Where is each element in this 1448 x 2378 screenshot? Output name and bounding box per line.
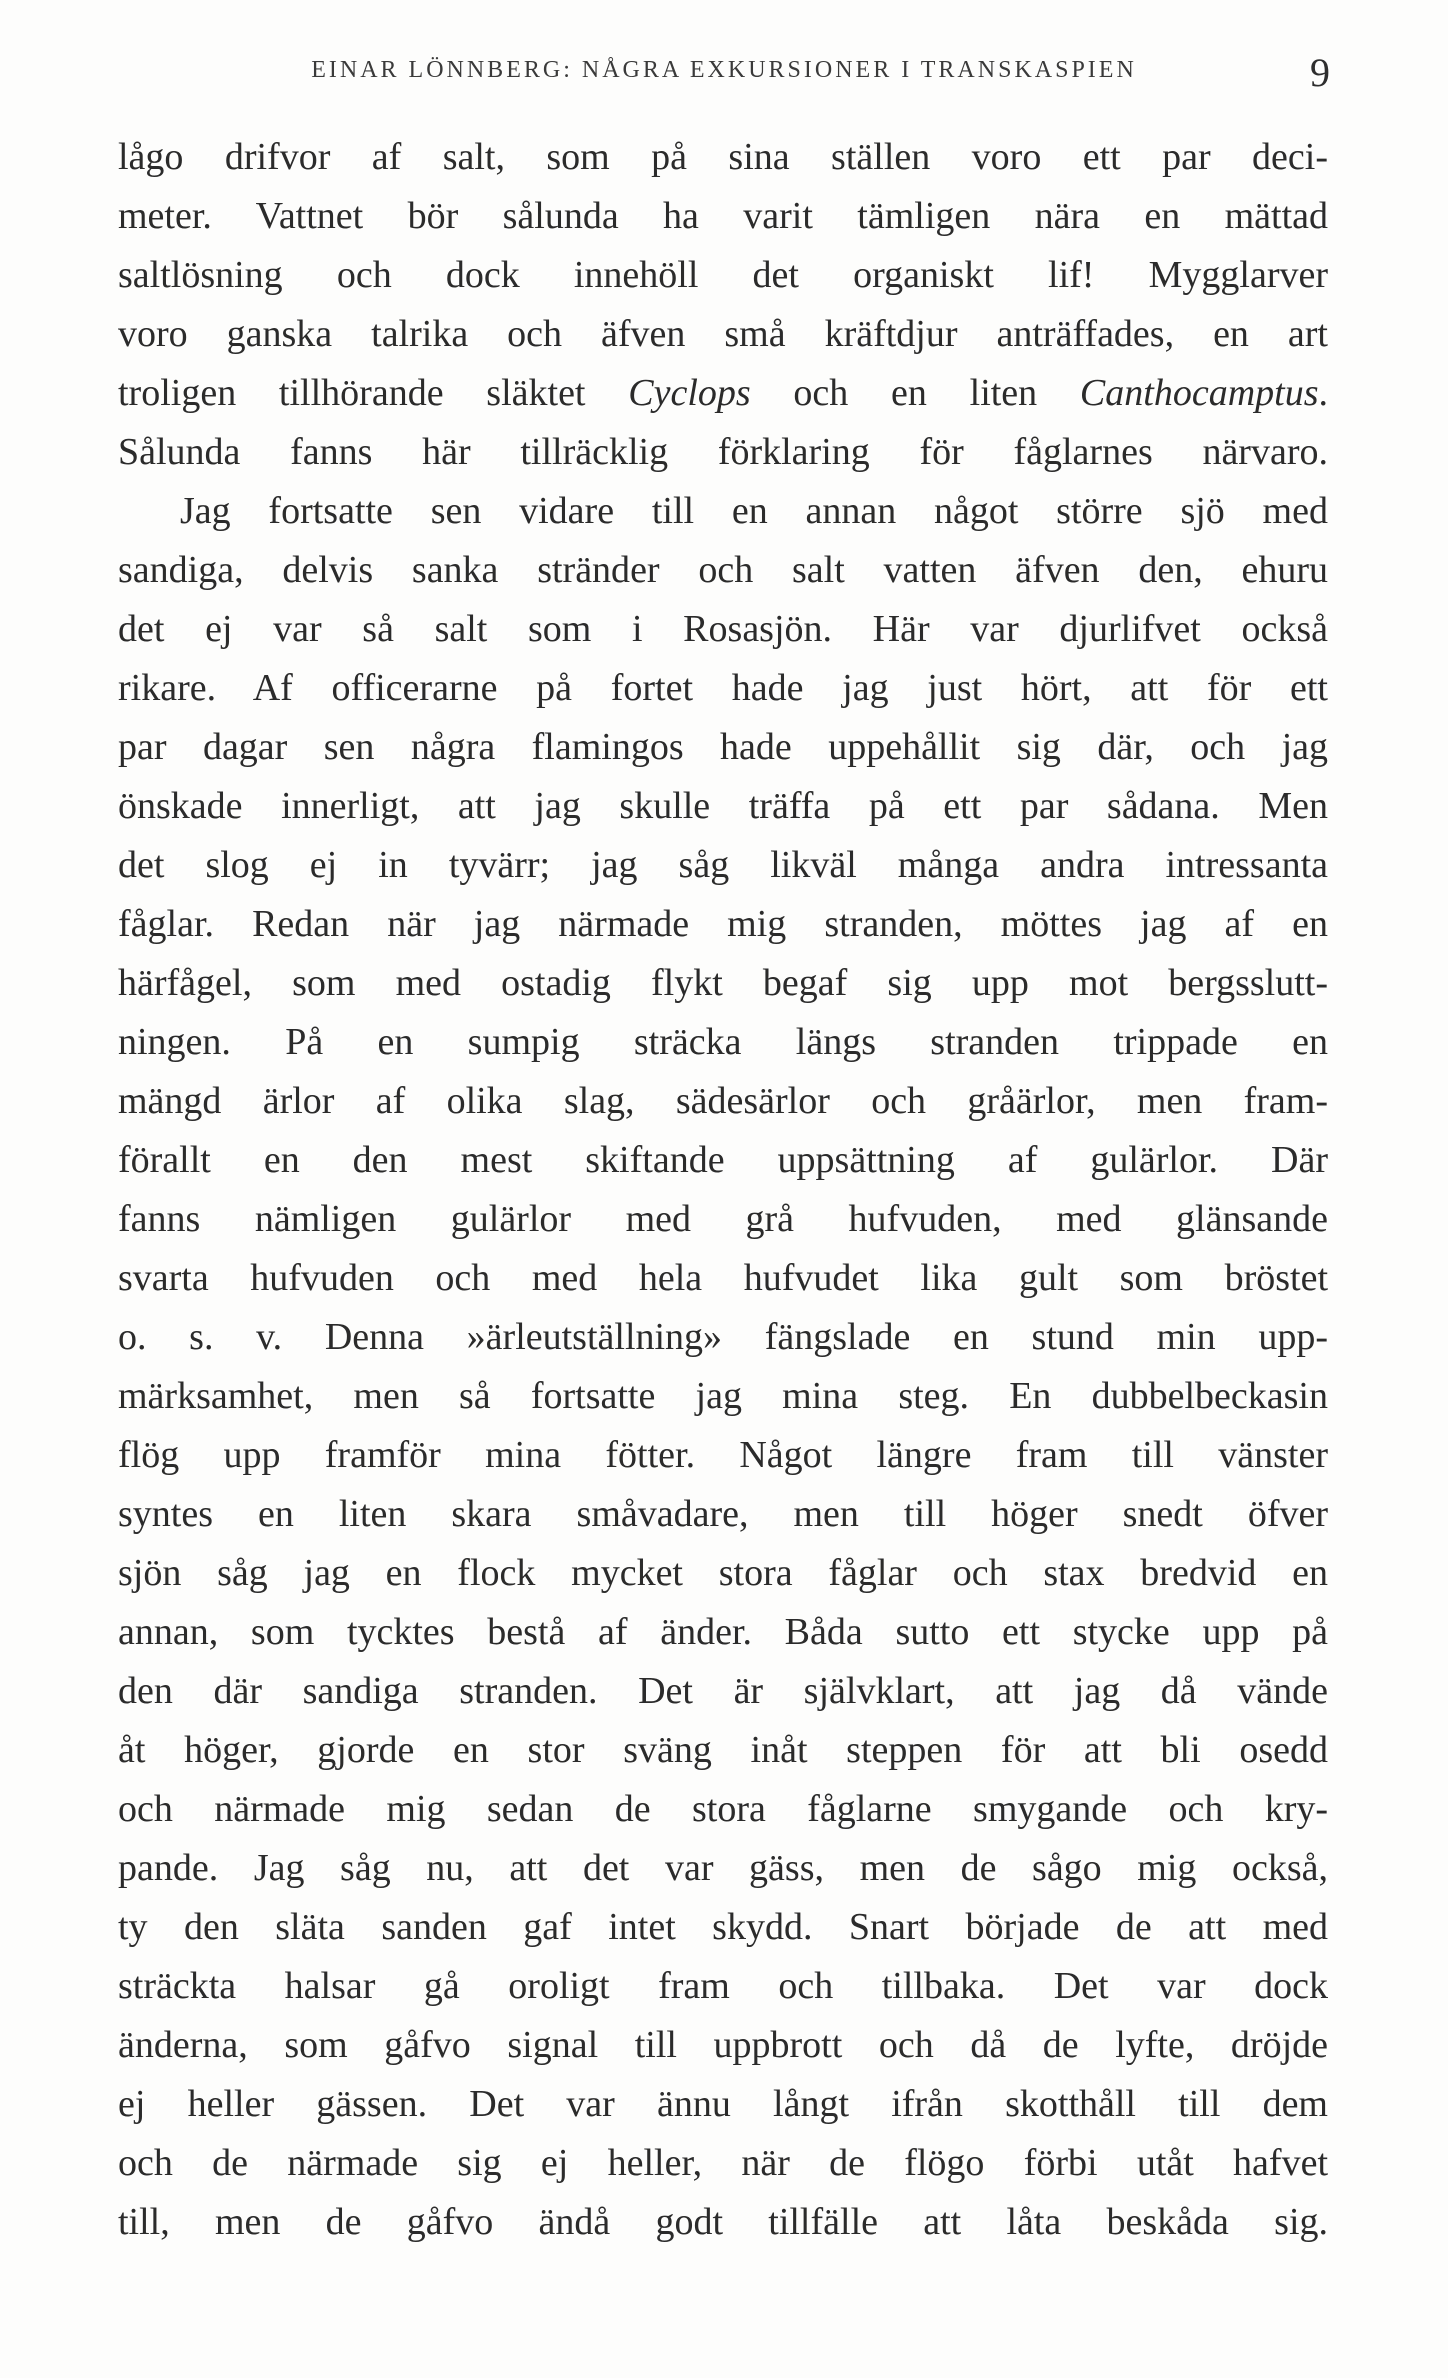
text-line: sträckta halsar gå oroligt fram och tillbaka. Det var dock (118, 1965, 1328, 2007)
text-line: sandiga, delvis sanka stränder och salt vatten äfven den, ehuru (118, 549, 1328, 591)
text-line: syntes en liten skara småvadare, men till höger snedt öfver (118, 1493, 1328, 1535)
text-line: saltlösning och dock innehöll det organiskt lif! Mygglarver (118, 254, 1328, 296)
body-text (118, 128, 1328, 2252)
text-line: annan, som tycktes bestå af änder. Båda sutto ett stycke upp på (118, 1611, 1328, 1653)
text-line: änderna, som gåfvo signal till uppbrott och då de lyfte, dröjde (118, 2024, 1328, 2066)
text-line: o. s. v. Denna »ärleutställning» fängslade en stund min upp- (118, 1316, 1328, 1358)
genus-name: Canthocamptus (1079, 372, 1319, 414)
text-line: den där sandiga stranden. Det är självklart, att jag då vände (118, 1670, 1328, 1712)
text-line: Sålunda fanns här tillräcklig förklaring för fåglarnes närvaro. (118, 431, 1328, 473)
text-line: härfågel, som med ostadig flykt begaf sig upp mot bergsslutt- (118, 962, 1328, 1004)
text-line: voro ganska talrika och äfven små kräftdjur anträffades, en art (118, 313, 1328, 355)
text-line: meter. Vattnet bör sålunda ha varit tämligen nära en mättad (118, 195, 1328, 237)
text-line: det ej var så salt som i Rosasjön. Här var djurlifvet också (118, 608, 1328, 650)
text-line-with-genera (118, 364, 1328, 423)
text-line: ej heller gässen. Det var ännu långt ifrån skotthåll till dem (118, 2083, 1328, 2125)
text-line: fåglar. Redan när jag närmade mig stranden, möttes jag af en (118, 903, 1328, 945)
text-line: ningen. På en sumpig sträcka längs stranden trippade en (118, 1021, 1328, 1063)
text-line: par dagar sen några flamingos hade uppehållit sig där, och jag (118, 726, 1328, 768)
text-line: ty den släta sanden gaf intet skydd. Snart började de att med (118, 1906, 1328, 1948)
text-line: svarta hufvuden och med hela hufvudet lika gult som bröstet (118, 1257, 1328, 1299)
text-line: och närmade mig sedan de stora fåglarne smygande och kry- (118, 1788, 1328, 1830)
text-line: lågo drifvor af salt, som på sina ställen voro ett par deci- (118, 136, 1328, 178)
page-number: 9 (1310, 50, 1330, 95)
text-line: förallt en den mest skiftande uppsättning af gulärlor. Där (118, 1139, 1328, 1181)
text-line: rikare. Af officerarne på fortet hade jag just hört, att för ett (118, 667, 1328, 709)
text-line: märksamhet, men så fortsatte jag mina steg. En dubbelbeckasin (118, 1375, 1328, 1417)
text-line: och de närmade sig ej heller, när de flögo förbi utåt hafvet (118, 2142, 1328, 2184)
text-line: till, men de gåfvo ändå godt tillfälle att låta beskåda sig. (118, 2201, 1328, 2243)
text-line: sjön såg jag en flock mycket stora fåglar och stax bredvid en (118, 1552, 1328, 1594)
running-title: EINAR LÖNNBERG: NÅGRA EXKURSIONER I TRANSKASPIEN (311, 57, 1137, 83)
text-line: mängd ärlor af olika slag, sädesärlor och gråärlor, men fram- (118, 1080, 1328, 1122)
text-segment: troligen tillhörande släktet (118, 372, 629, 414)
running-head (0, 50, 1448, 95)
text-line: flög upp framför mina fötter. Något längre fram till vänster (118, 1434, 1328, 1476)
genus-name: Cyclops (628, 372, 751, 414)
text-segment: . (1318, 372, 1328, 414)
text-line: fanns nämligen gulärlor med grå hufvuden, med glänsande (118, 1198, 1328, 1240)
text-segment: och en liten (750, 372, 1080, 414)
text-line: det slog ej in tyvärr; jag såg likväl många andra intressanta (118, 844, 1328, 886)
text-line: önskade innerligt, att jag skulle träffa på ett par sådana. Men (118, 785, 1328, 827)
paragraph-first-line: Jag fortsatte sen vidare till en annan något större sjö med (180, 490, 1328, 532)
text-line: pande. Jag såg nu, att det var gäss, men de sågo mig också, (118, 1847, 1328, 1889)
text-line: åt höger, gjorde en stor sväng inåt steppen för att bli osedd (118, 1729, 1328, 1771)
